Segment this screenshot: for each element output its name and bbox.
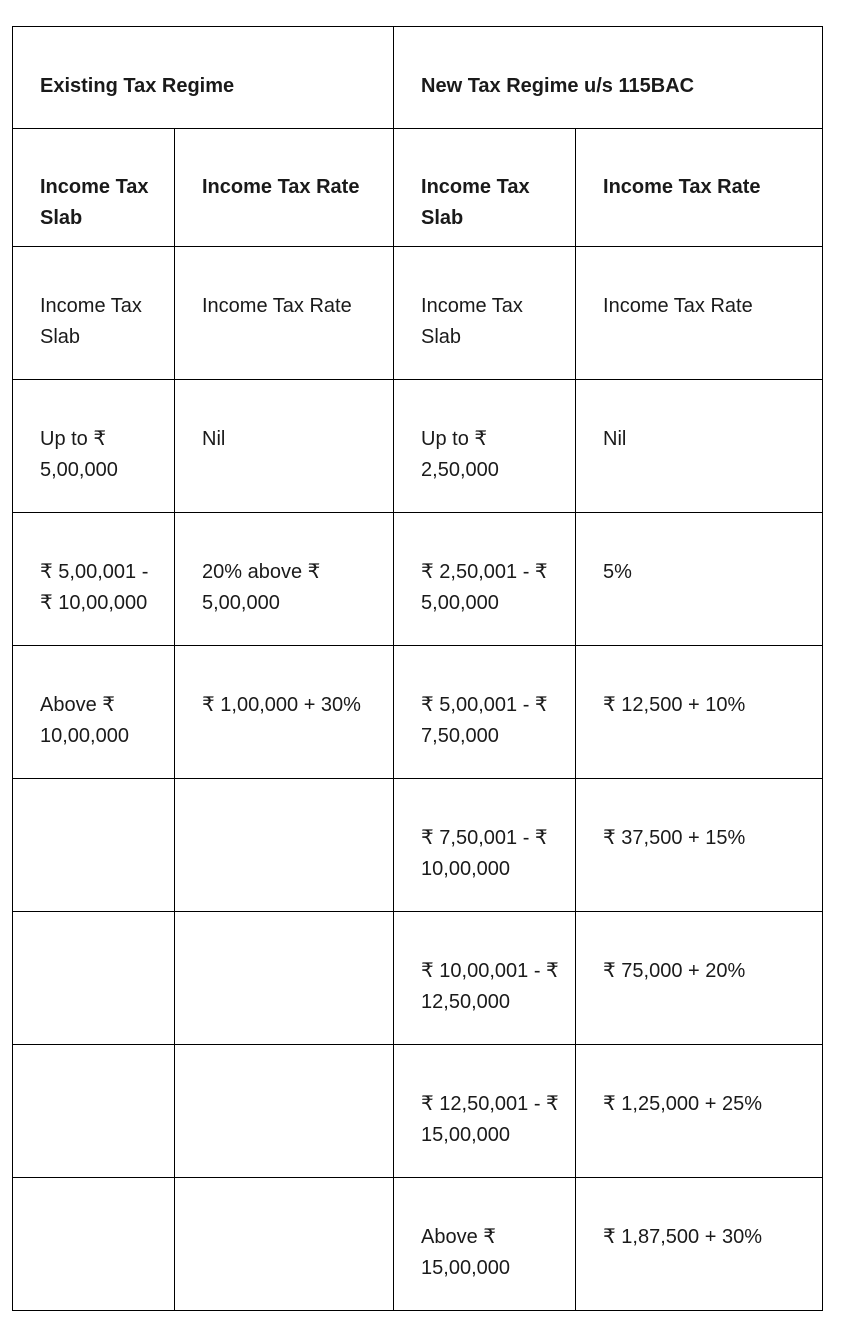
- new-slab-cell: ₹ 5,00,001 - ₹ 7,50,000: [394, 646, 576, 779]
- new-rate-cell: ₹ 12,500 + 10%: [576, 646, 823, 779]
- tax-regime-table: [12, 26, 823, 1311]
- new-rate-cell: ₹ 75,000 + 20%: [576, 912, 823, 1045]
- existing-slab-cell: Income Tax Slab: [13, 247, 175, 380]
- existing-slab-cell: [13, 912, 175, 1045]
- new-slab-cell: ₹ 2,50,001 - ₹ 5,00,000: [394, 513, 576, 646]
- new-slab-cell: ₹ 12,50,001 - ₹ 15,00,000: [394, 1045, 576, 1178]
- table-row: [13, 247, 823, 380]
- column-header-row: [13, 129, 823, 247]
- existing-rate-cell: [175, 1178, 394, 1311]
- existing-slab-cell: ₹ 5,00,001 - ₹ 10,00,000: [13, 513, 175, 646]
- new-rate-cell: Income Tax Rate: [576, 247, 823, 380]
- table-row: [13, 1045, 823, 1178]
- existing-slab-cell: [13, 1178, 175, 1311]
- existing-rate-cell: [175, 912, 394, 1045]
- group-header-row: [13, 27, 823, 129]
- column-header-existing-rate: Income Tax Rate: [175, 129, 394, 247]
- table-row: [13, 380, 823, 513]
- column-header-existing-slab: Income Tax Slab: [13, 129, 175, 247]
- table-row: [13, 779, 823, 912]
- new-slab-cell: Above ₹ 15,00,000: [394, 1178, 576, 1311]
- new-rate-cell: ₹ 1,25,000 + 25%: [576, 1045, 823, 1178]
- existing-rate-cell: 20% above ₹ 5,00,000: [175, 513, 394, 646]
- table-row: [13, 912, 823, 1045]
- new-rate-cell: Nil: [576, 380, 823, 513]
- existing-regime-header: Existing Tax Regime: [13, 27, 394, 129]
- column-header-new-rate: Income Tax Rate: [576, 129, 823, 247]
- existing-rate-cell: Income Tax Rate: [175, 247, 394, 380]
- existing-rate-cell: Nil: [175, 380, 394, 513]
- table-row: [13, 646, 823, 779]
- new-slab-cell: ₹ 7,50,001 - ₹ 10,00,000: [394, 779, 576, 912]
- column-header-new-slab: Income Tax Slab: [394, 129, 576, 247]
- existing-slab-cell: Up to ₹ 5,00,000: [13, 380, 175, 513]
- existing-slab-cell: [13, 1045, 175, 1178]
- existing-rate-cell: [175, 1045, 394, 1178]
- existing-rate-cell: [175, 779, 394, 912]
- existing-slab-cell: Above ₹ 10,00,000: [13, 646, 175, 779]
- new-rate-cell: ₹ 1,87,500 + 30%: [576, 1178, 823, 1311]
- new-slab-cell: ₹ 10,00,001 - ₹ 12,50,000: [394, 912, 576, 1045]
- existing-slab-cell: [13, 779, 175, 912]
- table-row: [13, 513, 823, 646]
- new-rate-cell: ₹ 37,500 + 15%: [576, 779, 823, 912]
- new-slab-cell: Up to ₹ 2,50,000: [394, 380, 576, 513]
- new-regime-header: New Tax Regime u/s 115BAC: [394, 27, 823, 129]
- table-row: [13, 1178, 823, 1311]
- new-rate-cell: 5%: [576, 513, 823, 646]
- new-slab-cell: Income Tax Slab: [394, 247, 576, 380]
- existing-rate-cell: ₹ 1,00,000 + 30%: [175, 646, 394, 779]
